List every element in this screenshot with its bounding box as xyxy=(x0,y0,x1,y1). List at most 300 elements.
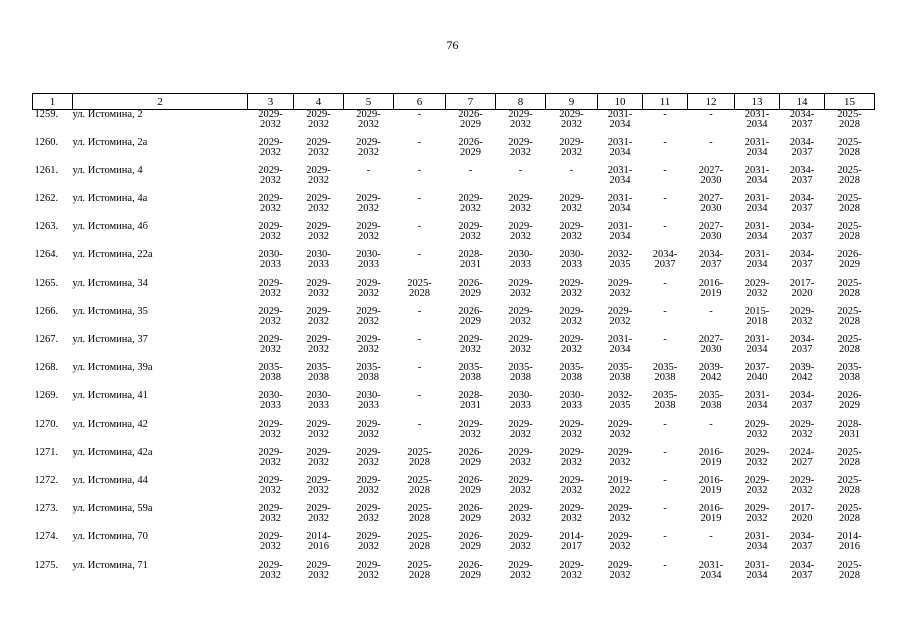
period-cell-line: 2032 xyxy=(358,119,379,130)
period-cell-line: 2029- xyxy=(258,334,283,345)
period-cell-line: 2029- xyxy=(559,277,584,289)
period-cell-line: 2029- xyxy=(508,305,533,317)
period-cell-line: 2038 xyxy=(260,372,281,384)
period-cell-line: 2029 xyxy=(460,287,481,299)
period-cell-line: 2029- xyxy=(458,334,483,345)
period-cell-line: 2028 xyxy=(409,287,430,299)
period-cell-line: 2034- xyxy=(789,164,815,176)
period-cell-line: 2029- xyxy=(258,418,283,430)
period-cell xyxy=(446,476,496,504)
period-cell-line: 2032 xyxy=(460,344,481,355)
address-cell: ул. Истомина, 2а xyxy=(72,136,148,148)
period-cell xyxy=(496,307,546,335)
period-cell-line: 2019 xyxy=(700,287,722,299)
period-cell-line: 2029- xyxy=(744,503,770,515)
period-cell-line: 2029- xyxy=(356,503,381,515)
period-cell-line: 2029- xyxy=(258,164,283,176)
period-cell xyxy=(394,110,446,138)
row-number: 1268. xyxy=(34,362,59,374)
period-cell xyxy=(780,222,825,250)
period-cell-line: 2034- xyxy=(789,221,815,233)
period-cell-line: 2032 xyxy=(561,231,582,243)
period-cell-line: 2029- xyxy=(356,277,381,289)
period-cell xyxy=(248,504,294,532)
period-cell-line: 2032 xyxy=(561,428,582,440)
period-cell-line: 2034 xyxy=(746,400,768,412)
period-cell-line: 2038 xyxy=(561,372,582,384)
period-cell-line: 2032 xyxy=(561,203,582,215)
period-cell xyxy=(496,363,546,391)
period-cell-line: - xyxy=(663,277,667,289)
period-cell xyxy=(825,335,875,363)
period-cell-line: 2034 xyxy=(609,174,631,186)
table-row xyxy=(33,363,875,391)
period-cell-line: 2029- xyxy=(356,334,381,345)
period-cell-line: 2032 xyxy=(561,119,582,130)
row-number: 1260. xyxy=(34,136,59,148)
period-cell xyxy=(598,307,643,335)
period-cell xyxy=(248,561,294,589)
period-cell-line: 2034 xyxy=(746,174,768,186)
period-cell-line: - xyxy=(709,305,713,317)
period-cell-line: 2033 xyxy=(510,400,531,412)
period-cell-line: 2035- xyxy=(258,362,283,374)
column-header: 12 xyxy=(688,94,735,110)
period-cell xyxy=(688,222,735,250)
period-cell-line: 2025- xyxy=(837,277,862,289)
period-cell-line: 2029 xyxy=(839,259,860,271)
period-cell xyxy=(394,532,446,560)
period-cell xyxy=(294,420,344,448)
address-cell: ул. Истомина, 2 xyxy=(72,109,143,120)
period-cell-line: 2031 xyxy=(460,400,481,412)
period-cell xyxy=(446,222,496,250)
period-cell-line: 2029- xyxy=(508,221,533,233)
period-cell-line: 2028 xyxy=(409,484,430,496)
period-cell-line: 2033 xyxy=(510,259,531,271)
period-cell-line: 2032 xyxy=(609,569,631,581)
period-cell-line: 2032 xyxy=(358,541,379,553)
period-cell xyxy=(496,476,546,504)
period-cell-line: 2032 xyxy=(460,231,481,243)
period-cell xyxy=(394,194,446,222)
period-cell-line: 2027- xyxy=(698,221,724,233)
period-cell xyxy=(248,279,294,307)
period-cell-line: 2029- xyxy=(744,277,770,289)
period-cell-line: 2029 xyxy=(460,146,481,158)
period-cell-line: 2029- xyxy=(559,503,584,515)
period-cell xyxy=(344,110,394,138)
period-cell-line: 2031- xyxy=(744,531,770,543)
period-cell-line: 2029 xyxy=(460,541,481,553)
period-cell xyxy=(294,222,344,250)
period-cell-line: 2032 xyxy=(746,484,768,496)
period-cell-line: 2032 xyxy=(260,484,281,496)
period-cell-line: - xyxy=(468,164,473,176)
period-cell-line: 2029- xyxy=(258,503,283,515)
period-cell-line: 2025- xyxy=(837,305,862,317)
period-cell-line: 2032 xyxy=(746,428,768,440)
period-cell-line: 2028 xyxy=(839,484,860,496)
period-cell xyxy=(643,561,688,589)
period-cell xyxy=(344,363,394,391)
period-cell-line: 2032 xyxy=(510,287,531,299)
period-cell xyxy=(344,476,394,504)
period-cell-line: 2031 xyxy=(460,259,481,271)
address-cell: ул. Истомина, 44 xyxy=(72,474,148,486)
period-cell-line: 2032 xyxy=(358,513,379,525)
period-cell xyxy=(688,250,735,278)
period-cell xyxy=(446,166,496,194)
period-cell-line: 2016- xyxy=(698,277,724,289)
period-cell-line: 2032 xyxy=(358,456,379,468)
period-cell-line: 2031- xyxy=(744,109,770,120)
period-cell-line: 2032 xyxy=(358,231,379,243)
row-number: 1267. xyxy=(34,334,59,345)
period-cell xyxy=(546,420,598,448)
period-cell-line: 2030- xyxy=(356,249,381,261)
period-cell-line: 2039- xyxy=(789,362,815,374)
period-cell xyxy=(344,391,394,419)
table-row xyxy=(33,504,875,532)
column-header: 1 xyxy=(33,94,73,110)
period-cell-line: 2029- xyxy=(607,531,633,543)
period-cell xyxy=(446,250,496,278)
period-cell xyxy=(248,363,294,391)
period-cell xyxy=(344,194,394,222)
period-cell xyxy=(546,561,598,589)
period-cell-line: 2029- xyxy=(559,446,584,458)
period-cell-line: 2032 xyxy=(308,484,329,496)
period-cell xyxy=(446,194,496,222)
period-cell-line: 2029- xyxy=(559,193,584,205)
period-cell xyxy=(294,307,344,335)
period-cell-line: 2029- xyxy=(458,221,483,233)
period-cell xyxy=(546,279,598,307)
period-cell-line: 2034 xyxy=(746,146,768,158)
period-cell xyxy=(825,138,875,166)
period-cell xyxy=(394,279,446,307)
period-cell xyxy=(688,138,735,166)
period-cell-line: 2026- xyxy=(458,277,483,289)
period-cell-line: 2037 xyxy=(791,541,813,553)
period-cell xyxy=(780,391,825,419)
period-cell-line: 2032 xyxy=(358,287,379,299)
period-cell-line: 2032 xyxy=(609,287,631,299)
period-cell-line: 2029- xyxy=(508,474,533,486)
period-cell xyxy=(688,110,735,138)
period-cell xyxy=(294,363,344,391)
period-cell-line: 2029- xyxy=(356,418,381,430)
period-cell xyxy=(546,448,598,476)
period-cell-line: 2032 xyxy=(358,203,379,215)
period-cell-line: 2027- xyxy=(698,164,724,176)
period-cell-line: - xyxy=(417,193,422,205)
period-cell-line: 2032- xyxy=(607,390,633,402)
table-row xyxy=(33,250,875,278)
column-header: 15 xyxy=(825,94,875,110)
period-cell xyxy=(446,420,496,448)
period-cell xyxy=(496,504,546,532)
column-header: 8 xyxy=(496,94,546,110)
period-cell-line: - xyxy=(417,390,422,402)
period-cell xyxy=(688,363,735,391)
period-cell xyxy=(643,166,688,194)
period-cell-line: 2034 xyxy=(746,541,768,553)
period-cell-line: 2032 xyxy=(791,428,813,440)
period-cell-line: - xyxy=(417,418,422,430)
period-cell-line: 2029 xyxy=(460,119,481,130)
period-cell-line: 2037 xyxy=(791,119,813,130)
period-cell-line: 2034 xyxy=(746,259,768,271)
period-cell-line: 2032 xyxy=(609,315,631,327)
period-cell xyxy=(394,448,446,476)
page-number: 76 xyxy=(446,38,459,52)
period-cell-line: 2028 xyxy=(839,344,860,355)
period-cell-line: 2030- xyxy=(258,390,283,402)
period-cell-line: 2032 xyxy=(510,146,531,158)
period-cell-line: 2029- xyxy=(607,418,633,430)
period-cell-line: 2025- xyxy=(837,474,862,486)
period-cell-line: - xyxy=(709,109,713,120)
period-cell-line: 2035 xyxy=(609,400,631,412)
period-cell-line: 2029- xyxy=(258,305,283,317)
period-cell xyxy=(643,250,688,278)
period-cell-line: 2029- xyxy=(744,418,770,430)
period-cell xyxy=(643,138,688,166)
period-cell-line: 2029- xyxy=(559,334,584,345)
period-cell-line: 2032 xyxy=(260,231,281,243)
period-cell-line: 2034- xyxy=(789,334,815,345)
table-row xyxy=(33,110,875,138)
period-cell-line: 2026- xyxy=(458,136,483,148)
period-cell-line: 2029- xyxy=(306,277,331,289)
period-cell-line: 2032 xyxy=(358,428,379,440)
period-cell-line: 2032 xyxy=(358,146,379,158)
period-cell-line: 2019 xyxy=(700,484,722,496)
period-cell xyxy=(780,363,825,391)
period-cell xyxy=(344,138,394,166)
period-cell-line: - xyxy=(366,164,371,176)
period-cell-line: - xyxy=(663,164,667,176)
address-cell: ул. Истомина, 39а xyxy=(72,362,153,374)
period-cell-line: 2016- xyxy=(698,446,724,458)
period-cell-line: 2029- xyxy=(356,136,381,148)
period-cell-line: 2032 xyxy=(510,541,531,553)
period-cell-line: 2029- xyxy=(559,474,584,486)
period-cell-line: 2030- xyxy=(258,249,283,261)
period-cell xyxy=(394,166,446,194)
period-cell-line: 2035- xyxy=(652,390,678,402)
period-cell xyxy=(546,476,598,504)
schedule-table xyxy=(32,93,875,589)
period-cell-line: 2028- xyxy=(458,390,483,402)
period-cell-line: 2028 xyxy=(839,146,860,158)
period-cell-line: 2032 xyxy=(260,146,281,158)
period-cell xyxy=(598,476,643,504)
period-cell-line: 2031- xyxy=(607,221,633,233)
period-cell-line: 2034 xyxy=(609,231,631,243)
period-cell-line: - xyxy=(663,334,667,345)
period-cell xyxy=(446,448,496,476)
period-cell xyxy=(446,110,496,138)
period-cell xyxy=(248,110,294,138)
period-cell-line: 2032 xyxy=(561,513,582,525)
period-cell-line: - xyxy=(417,249,422,261)
period-cell-line: 2028 xyxy=(409,456,430,468)
period-cell xyxy=(825,307,875,335)
period-cell xyxy=(344,250,394,278)
period-cell-line: 2029- xyxy=(607,446,633,458)
period-cell xyxy=(496,335,546,363)
period-cell-line: 2029- xyxy=(508,136,533,148)
period-cell-line: - xyxy=(663,531,667,543)
period-cell-line: 2034 xyxy=(700,569,722,581)
period-cell-line: 2031- xyxy=(607,136,633,148)
period-cell xyxy=(248,420,294,448)
period-cell-line: 2014- xyxy=(559,531,584,543)
period-cell xyxy=(546,363,598,391)
period-cell-line: 2032 xyxy=(791,315,813,327)
period-cell-line: 2029 xyxy=(839,400,860,412)
period-cell xyxy=(294,448,344,476)
header-row xyxy=(33,94,875,110)
period-cell-line: - xyxy=(417,136,422,148)
period-cell-line: 2030- xyxy=(559,390,584,402)
period-cell xyxy=(688,504,735,532)
period-cell-line: 2029 xyxy=(460,513,481,525)
period-cell-line: 2019- xyxy=(607,474,633,486)
period-cell-line: 2029- xyxy=(306,221,331,233)
period-cell-line: 2029- xyxy=(258,446,283,458)
period-cell xyxy=(248,448,294,476)
period-cell-line: 2032 xyxy=(510,231,531,243)
address-cell: ул. Истомина, 41 xyxy=(72,390,148,402)
period-cell xyxy=(248,335,294,363)
period-cell-line: 2040 xyxy=(746,372,768,384)
period-cell-line: 2026- xyxy=(837,390,862,402)
period-cell-line: 2035- xyxy=(837,362,862,374)
period-cell-line: 2029- xyxy=(258,531,283,543)
period-cell xyxy=(294,138,344,166)
period-cell-line: 2037 xyxy=(791,569,813,581)
period-cell-line: 2032 xyxy=(358,569,379,581)
row-number: 1270. xyxy=(34,418,59,430)
period-cell-line: 2024- xyxy=(789,446,815,458)
period-cell-line: 2029- xyxy=(508,334,533,345)
period-cell-line: 2030- xyxy=(559,249,584,261)
period-cell xyxy=(294,194,344,222)
period-cell xyxy=(825,420,875,448)
row-number: 1262. xyxy=(34,193,59,205)
period-cell-line: 2032 xyxy=(308,456,329,468)
period-cell-line: 2032 xyxy=(609,513,631,525)
period-cell xyxy=(546,391,598,419)
period-cell xyxy=(735,363,780,391)
period-cell xyxy=(344,532,394,560)
period-cell-line: 2037- xyxy=(744,362,770,374)
period-cell-line: 2028 xyxy=(409,513,430,525)
period-cell-line: 2029- xyxy=(306,559,331,571)
period-cell-line: 2031- xyxy=(744,334,770,345)
period-cell-line: 2029- xyxy=(508,446,533,458)
period-cell-line: 2028 xyxy=(839,315,860,327)
period-cell-line: 2034- xyxy=(789,559,815,571)
period-cell-line: 2025- xyxy=(407,531,432,543)
period-cell-line: 2028 xyxy=(839,287,860,299)
period-cell-line: 2035- xyxy=(698,390,724,402)
period-cell-line: 2029- xyxy=(306,193,331,205)
period-cell-line: 2032- xyxy=(607,249,633,261)
period-cell-line: - xyxy=(417,221,422,233)
period-cell xyxy=(825,110,875,138)
column-header: 5 xyxy=(344,94,394,110)
period-cell xyxy=(598,194,643,222)
period-cell-line: 2032 xyxy=(510,513,531,525)
period-cell xyxy=(780,476,825,504)
period-cell xyxy=(735,448,780,476)
address-cell: ул. Истомина, 59а xyxy=(72,503,153,515)
period-cell-line: 2034- xyxy=(789,193,815,205)
period-cell-line: 2032 xyxy=(609,456,631,468)
period-cell-line: 2037 xyxy=(791,259,813,271)
period-cell-line: 2029- xyxy=(258,136,283,148)
period-cell xyxy=(294,532,344,560)
period-cell-line: 2034- xyxy=(789,531,815,543)
row-number: 1272. xyxy=(34,474,59,486)
period-cell-line: 2027- xyxy=(698,334,724,345)
period-cell-line: 2028 xyxy=(839,569,860,581)
period-cell-line: 2030 xyxy=(700,174,722,186)
period-cell xyxy=(394,561,446,589)
table-row xyxy=(33,138,875,166)
period-cell-line: 2025- xyxy=(407,559,432,571)
column-header: 9 xyxy=(546,94,598,110)
period-cell-line: 2025- xyxy=(837,559,862,571)
period-cell-line: 2029- xyxy=(306,474,331,486)
period-cell xyxy=(735,250,780,278)
period-cell xyxy=(598,504,643,532)
period-cell-line: 2032 xyxy=(308,119,329,130)
period-cell-line: 2037 xyxy=(791,231,813,243)
period-cell-line: 2029- xyxy=(607,503,633,515)
table-row xyxy=(33,561,875,589)
row-number: 1265. xyxy=(34,277,59,289)
period-cell xyxy=(735,532,780,560)
period-cell-line: 2031- xyxy=(607,109,633,120)
period-cell-line: 2030- xyxy=(306,249,331,261)
period-cell-line: 2034- xyxy=(789,109,815,120)
period-cell-line: 2029- xyxy=(458,418,483,430)
period-cell-line: 2026- xyxy=(458,109,483,120)
period-cell-line: 2014- xyxy=(306,531,331,543)
period-cell xyxy=(248,532,294,560)
period-cell-line: 2032 xyxy=(746,287,768,299)
period-cell xyxy=(294,504,344,532)
period-cell xyxy=(446,532,496,560)
period-cell xyxy=(598,250,643,278)
period-cell-line: 2029- xyxy=(306,136,331,148)
period-cell-line: 2029- xyxy=(789,474,815,486)
period-cell-line: 2031- xyxy=(607,164,633,176)
period-cell-line: 2016- xyxy=(698,503,724,515)
table-row xyxy=(33,222,875,250)
period-cell xyxy=(643,532,688,560)
period-cell-line: - xyxy=(417,305,422,317)
period-cell-line: 2029- xyxy=(508,193,533,205)
period-cell-line: 2026- xyxy=(458,531,483,543)
period-cell-line: 2038 xyxy=(609,372,631,384)
